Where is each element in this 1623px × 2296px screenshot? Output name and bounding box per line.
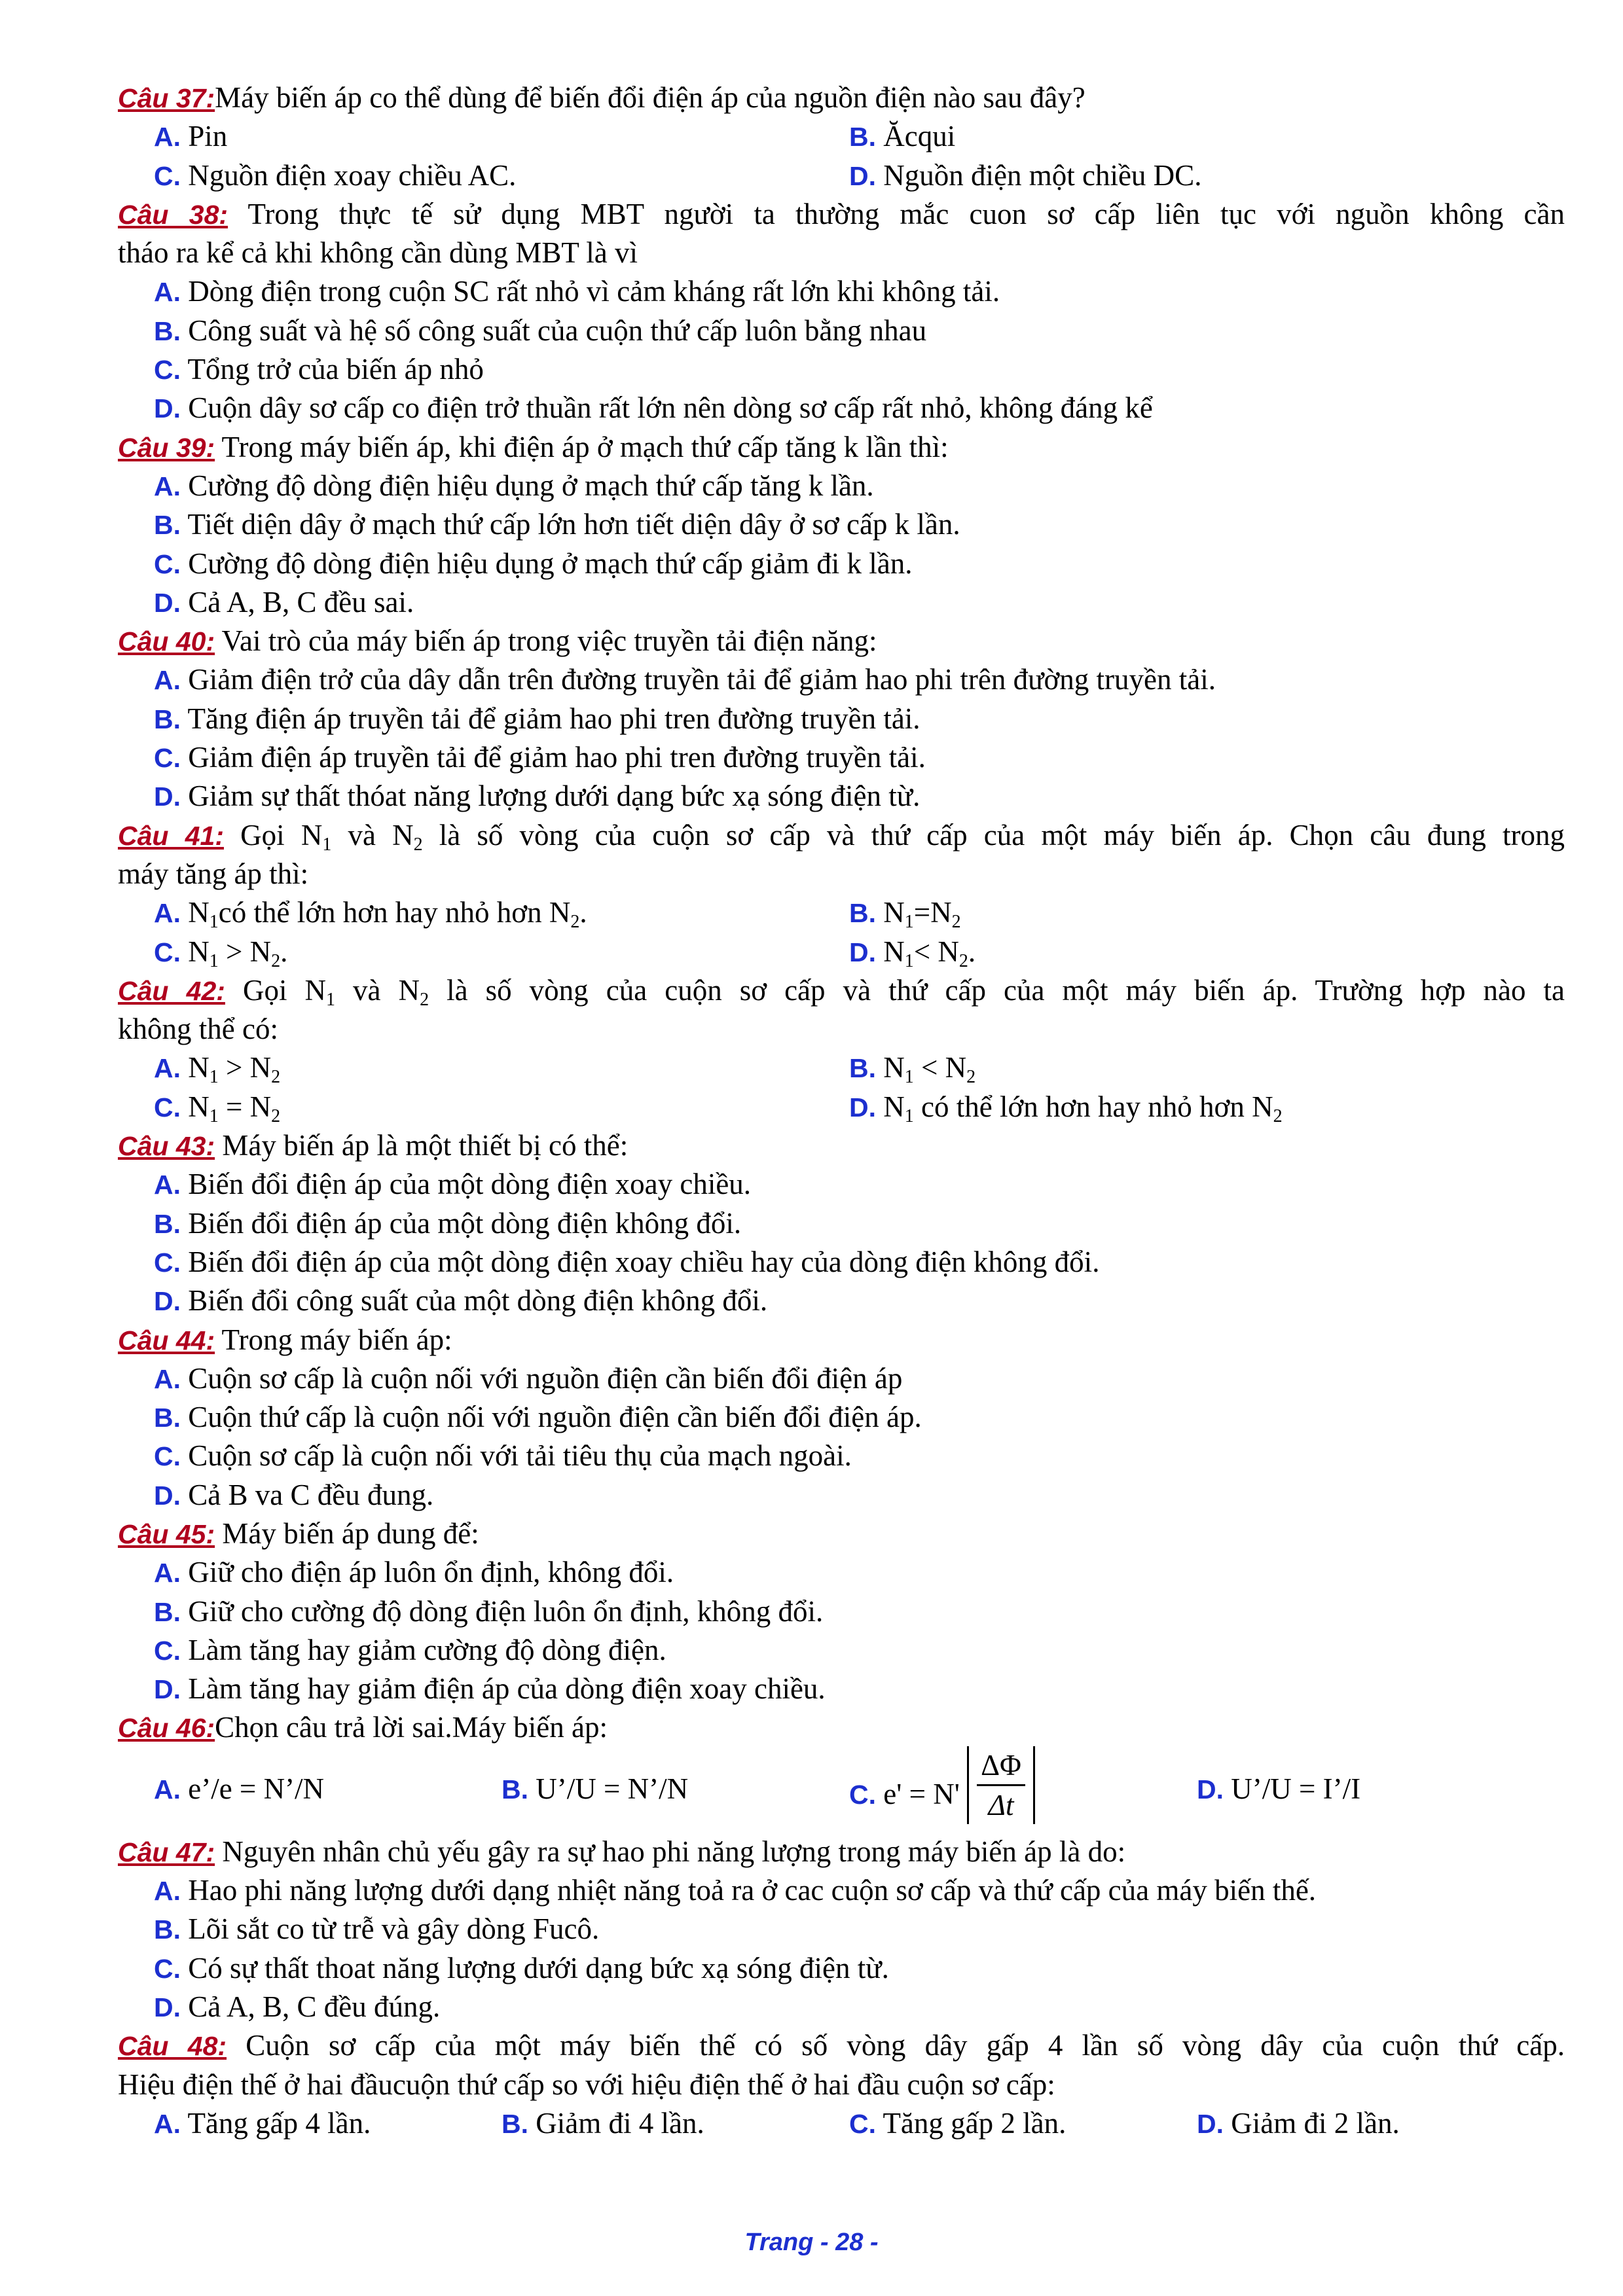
question-text-cont: máy tăng áp thì: [118, 857, 309, 890]
option-b: B. $N_1 < N_2$ [849, 1051, 976, 1088]
option-a: A. Tăng gấp 4 lần. [154, 2106, 371, 2140]
option-d: D. Cả A, B, C đều sai. [154, 585, 414, 619]
option-a: A. Biến đổi điện áp của một dòng điện xoay chiều. [154, 1168, 752, 1201]
page-number: Trang - 28 - [744, 2229, 879, 2256]
option-b: B. Ăcqui [849, 120, 956, 153]
option-b: B. Biến đổi điện áp của một dòng điện không đổi. [154, 1206, 742, 1240]
question-42-line [118, 971, 1565, 1010]
question-41-line [118, 816, 1565, 855]
option-a: A. Cường độ dòng điện hiệu dụng ở mạch thứ cấp tăng k lần. [154, 469, 874, 502]
question-label: Câu 48: [118, 2031, 227, 2062]
option-d: D. U’/U = I’/I [1197, 1772, 1361, 1805]
option-a: A. Giảm điện trở của dây dẫn trên đường truyền tải để giảm hao phi trên đường truyền tải. [154, 663, 1216, 696]
question-37-line [118, 79, 1565, 117]
question-44-line [118, 1321, 1565, 1359]
option-c: C. e' = N' $\frac{\Delta\Phi}{\Delta t}$ [849, 1770, 1035, 1824]
option-d: D. Nguồn điện một chiều DC. [849, 158, 1202, 192]
question-43-line [118, 1126, 1565, 1165]
option-a: A. $N_1có$ thể lớn hơn hay nhỏ hơn $N_2$. [154, 896, 587, 933]
option-b: B. $N_1=N_2$ [849, 896, 961, 933]
option-a: A. Pin [154, 120, 228, 153]
option-a: A. Dòng điện trong cuộn SC rất nhỏ vì cảm kháng rất lớn khi không tải. [154, 275, 1000, 308]
option-c: C. Có sự thất thoat năng lượng dưới dạng bức xạ sóng điện từ. [154, 1951, 889, 1984]
question-text: Nguyên nhân chủ yếu gây ra sự hao phi năng lượng trong máy biến áp là do: [222, 1835, 1126, 1868]
option-b: B. Công suất và hệ số công suất của cuộn thứ cấp luôn bằng nhau [154, 314, 927, 347]
option-a: A. Cuộn sơ cấp là cuộn nối với nguồn điện cần biến đổi điện áp [154, 1361, 903, 1395]
question-47-line [118, 1833, 1565, 1871]
question-text: Máy biến áp là một thiết bị có thể: [222, 1129, 629, 1162]
question-text: Trong máy biến áp: [221, 1323, 452, 1356]
option-d: D. Giảm sự thất thóat năng lượng dưới dạng bức xạ sóng điện từ. [154, 780, 921, 813]
option-b: B. Lõi sắt co từ trễ và gây dòng Fucô. [154, 1912, 600, 1946]
question-text: Trong thực tế sử dụng MBT người ta thường mắc cuon sơ cấp liên tục với nguồn không cần [247, 197, 1565, 230]
option-b: B. Cuộn thứ cấp là cuộn nối với nguồn điện cần biến đổi điện áp. [154, 1401, 922, 1434]
question-text: Trong máy biến áp, khi điện áp ở mạch thứ cấp tăng k lần thì: [221, 430, 949, 463]
question-38-line [118, 195, 1565, 234]
option-d: D. Cuộn dây sơ cấp co điện trở thuần rất lớn nên dòng sơ cấp rất nhỏ, không đáng kể [154, 391, 1153, 425]
question-label: Câu 39: [118, 432, 215, 463]
question-text: Chọn câu trả lời sai.Máy biến áp: [215, 1711, 608, 1744]
option-c: C. Làm tăng hay giảm cường độ dòng điện. [154, 1633, 666, 1666]
question-label: Câu 46: [118, 1713, 215, 1744]
question-label: Câu 40: [118, 626, 215, 657]
option-c: C. Biến đổi điện áp của một dòng điện xoay chiều hay của dòng điện không đổi. [154, 1245, 1100, 1278]
question-label: Câu 43: [118, 1131, 215, 1162]
question-40-line [118, 622, 1565, 660]
option-d: D. Cả B va C đều đung. [154, 1478, 434, 1511]
question-46-line [118, 1708, 1565, 1747]
option-d: D. Làm tăng hay giảm điện áp của dòng điện xoay chiều. [154, 1672, 826, 1706]
option-b: B. Giảm đi 4 lần. [501, 2106, 704, 2140]
option-c: C. Tổng trở của biến áp nhỏ [154, 353, 484, 386]
abs-fraction: $\frac{\Delta\Phi}{\Delta t}$ [967, 1746, 1035, 1824]
question-label: Câu 44: [118, 1325, 215, 1355]
option-d: D. $N_1$ có thể lớn hơn hay nhỏ hơn $N_2$ [849, 1090, 1283, 1126]
option-a: A. e’/e = N’/N [154, 1772, 325, 1805]
option-c: C. Nguồn điện xoay chiều AC. [154, 158, 517, 192]
question-label: Câu 38: [118, 199, 228, 230]
question-label: Câu 37: [118, 83, 215, 113]
option-c: C. $N_1 = N_2$ [154, 1090, 281, 1126]
question-label: Câu 45: [118, 1518, 215, 1549]
question-text: Gọi $N_1$ và $N_2$ là số vòng của cuộn sơ cấp và thứ cấp của một máy biến áp. Chọn câu đung trong [240, 818, 1565, 855]
document-page [118, 79, 1565, 2143]
question-label: Câu 42: [118, 975, 225, 1006]
option-c: C. Giảm điện áp truyền tải để giảm hao phi tren đường truyền tải. [154, 741, 926, 774]
question-text: Vai trò của máy biến áp trong việc truyền tải điện năng: [221, 624, 877, 658]
option-c: C. Cuộn sơ cấp là cuộn nối với tải tiêu thụ của mạch ngoài. [154, 1439, 852, 1473]
question-text-cont: tháo ra kể cả khi không cần dùng MBT là vì [118, 236, 638, 270]
question-text-cont: không thể có: [118, 1013, 278, 1046]
option-b: B. Tiết diện dây ở mạch thứ cấp lớn hơn tiết diện dây ở sơ cấp k lần. [154, 508, 960, 541]
option-c: C. Tăng gấp 2 lần. [849, 2106, 1067, 2140]
option-a: A. Hao phi năng lượng dưới dạng nhiệt năng toả ra ở cac cuộn sơ cấp và thứ cấp của máy biến thế. [154, 1874, 1317, 1907]
option-b: B. U’/U = N’/N [501, 1772, 689, 1805]
option-c: C. Cường độ dòng điện hiệu dụng ở mạch thứ cấp giảm đi k lần. [154, 547, 913, 580]
question-48-line [118, 2026, 1565, 2065]
option-b: B. Giữ cho cường độ dòng điện luôn ổn định, không đổi. [154, 1594, 824, 1628]
option-a: A. Giữ cho điện áp luôn ổn định, không đổi. [154, 1556, 674, 1589]
question-text: Gọi $N_1$ và $N_2$ là số vòng của cuộn sơ cấp và thứ cấp của một máy biến áp. Trường hợp nào ta [242, 973, 1565, 1010]
question-39-line [118, 428, 1565, 467]
option-b: B. Tăng điện áp truyền tải để giảm hao phi tren đường truyền tải. [154, 702, 921, 735]
question-45-line [118, 1515, 1565, 1553]
option-a: A. $N_1 > N_2$ [154, 1051, 281, 1088]
option-d: D. Giảm đi 2 lần. [1197, 2106, 1400, 2140]
option-d: D. Biến đổi công suất của một dòng điện không đổi. [154, 1284, 768, 1318]
question-text: Máy biến áp co thể dùng để biến đổi điện áp của nguồn điện nào sau đây? [215, 81, 1085, 114]
question-label: Câu 41: [118, 820, 225, 851]
question-text-cont: Hiệu điện thế ở hai đầucuộn thứ cấp so với hiệu điện thế ở hai đầu cuộn sơ cấp: [118, 2068, 1055, 2101]
option-d: D. $N_1< N_2$. [849, 935, 976, 971]
option-c: C. $N_1 > N_2$. [154, 935, 288, 971]
question-label: Câu 47: [118, 1837, 215, 1867]
question-text: Cuộn sơ cấp của một máy biến thế có số vòng dây gấp 4 lần số vòng dây của cuộn thứ cấp. [246, 2029, 1565, 2062]
option-d: D. Cả A, B, C đều đúng. [154, 1990, 441, 2023]
question-text: Máy biến áp dung để: [222, 1516, 479, 1550]
